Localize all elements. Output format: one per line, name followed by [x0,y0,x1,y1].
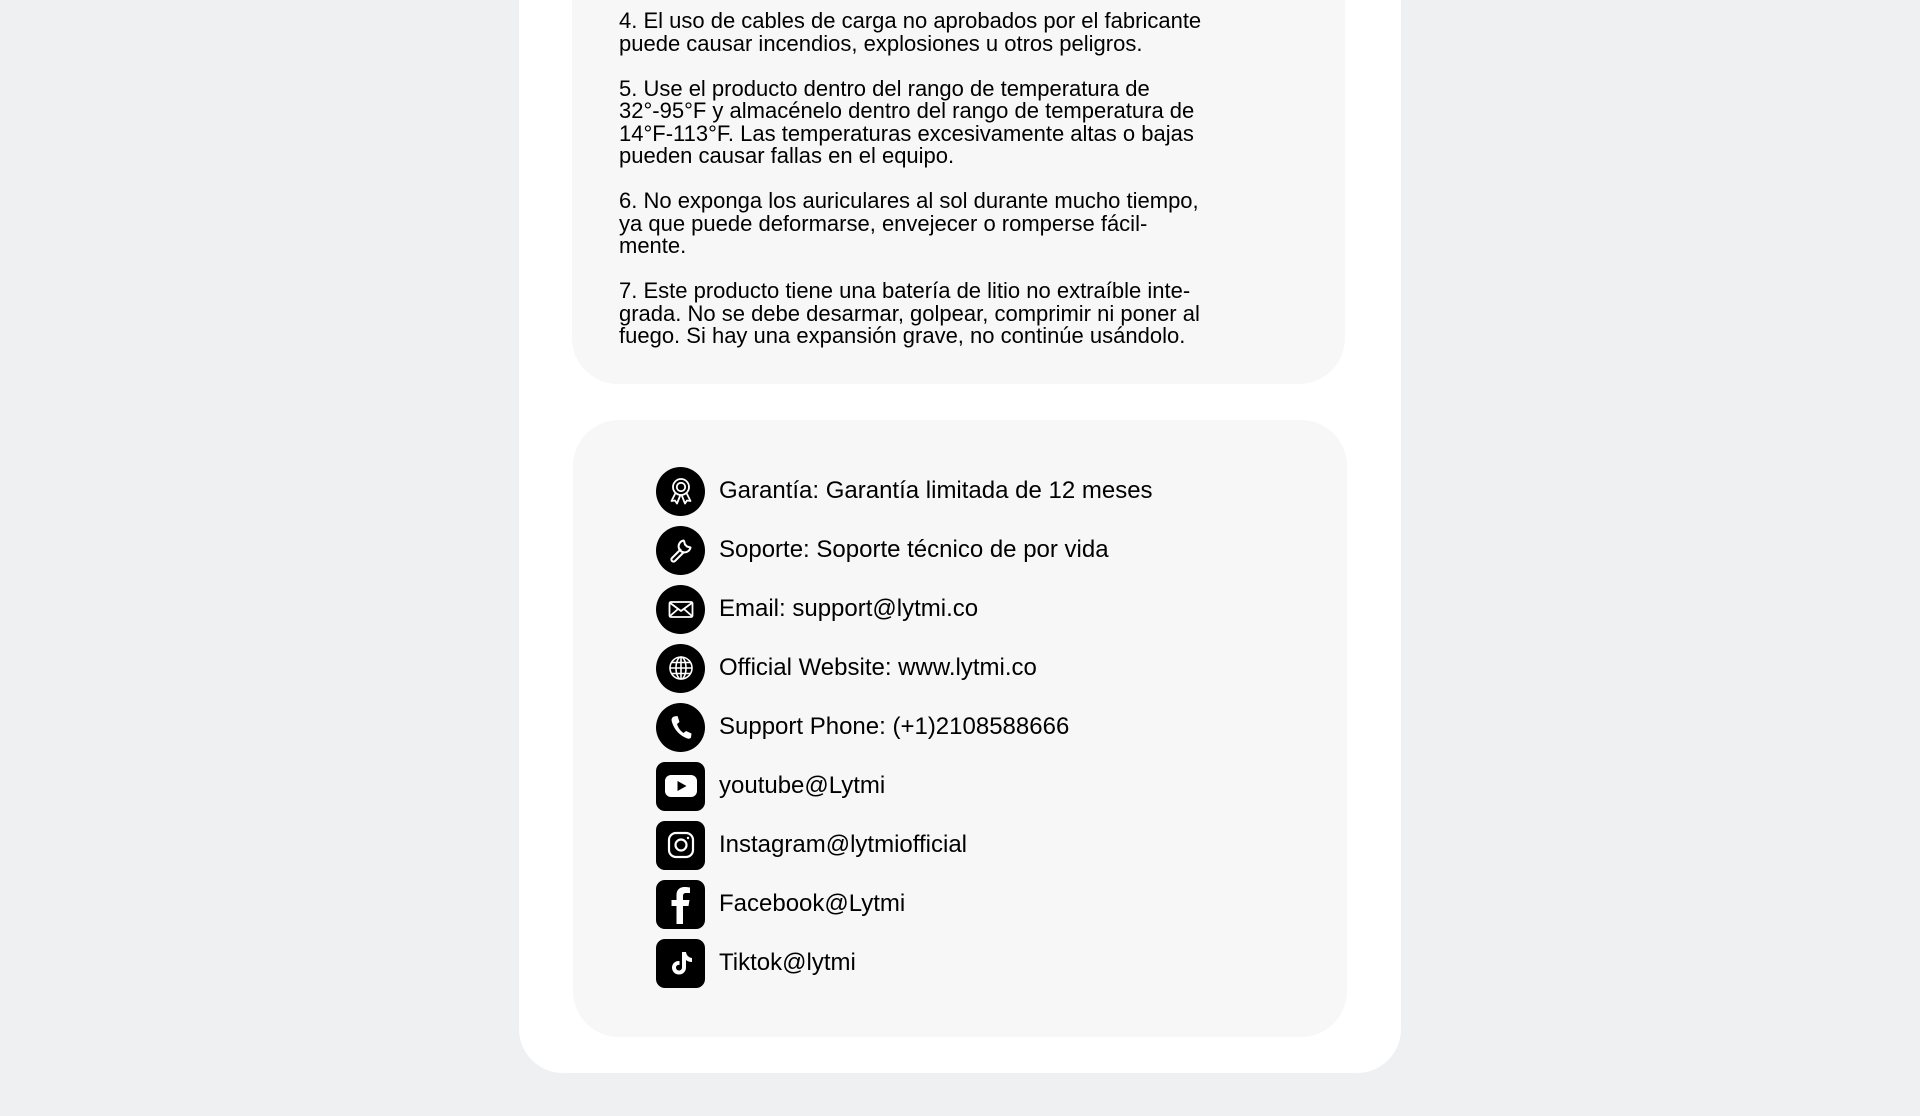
phone-icon [656,703,705,752]
award-ribbon-icon [656,467,705,516]
warranty-text: Garantía: Garantía limitada de 12 meses [719,477,1153,504]
facebook-text[interactable]: Facebook@Lytmi [719,890,906,917]
instagram-row [656,821,1153,869]
email-text[interactable]: Email: support@lytmi.co [719,595,979,622]
warning-item-4: 4. El uso de cables de carga no aprobados por el fabricante puede causar incendios, explosiones u otros peligros. [619,8,1202,56]
support-row [656,526,1153,574]
warranty-row [656,467,1153,515]
phone-text[interactable]: Support Phone: (+1)2108588666 [719,713,1070,740]
phone-row [656,703,1153,751]
tiktok-text[interactable]: Tiktok@lytmi [719,949,856,976]
envelope-icon [656,585,705,634]
facebook-icon [656,880,705,929]
warning-item-5: 5. Use el producto dentro del rango de temperatura de 32°-95°F y almacénelo dentro del rango de temperatura de 14°F-113°F. Las temperaturas excesivamente altas o bajas pueden causar fallas en el equipo. [619,75,1195,168]
tiktok-row [656,939,1153,987]
contact-info-card [573,420,1347,1037]
tiktok-icon [656,939,705,988]
support-text: Soporte: Soporte técnico de por vida [719,536,1109,563]
manual-page [519,0,1401,1073]
email-row [656,585,1153,633]
contact-list [656,467,1153,998]
instagram-icon [656,821,705,870]
warning-item-6: 6. No exponga los auriculares al sol durante mucho tiempo, ya que puede deformarse, envejecer o romperse fácil- mente. [619,188,1199,258]
website-row [656,644,1153,692]
wrench-icon [656,526,705,575]
globe-icon [656,644,705,693]
youtube-row [656,762,1153,810]
youtube-icon [656,762,705,811]
warning-item-7: 7. Este producto tiene una batería de litio no extraíble inte- grada. No se debe desarmar, golpear, comprimir ni poner al fuego. Si hay una expansión grave, no continúe usándolo. [619,278,1200,348]
youtube-text[interactable]: youtube@Lytmi [719,772,886,799]
instagram-text[interactable]: Instagram@lytmiofficial [719,831,967,858]
website-text[interactable]: Official Website: www.lytmi.co [719,654,1037,681]
facebook-row [656,880,1153,928]
safety-warnings-card [572,0,1345,384]
warnings-list [619,10,1299,370]
